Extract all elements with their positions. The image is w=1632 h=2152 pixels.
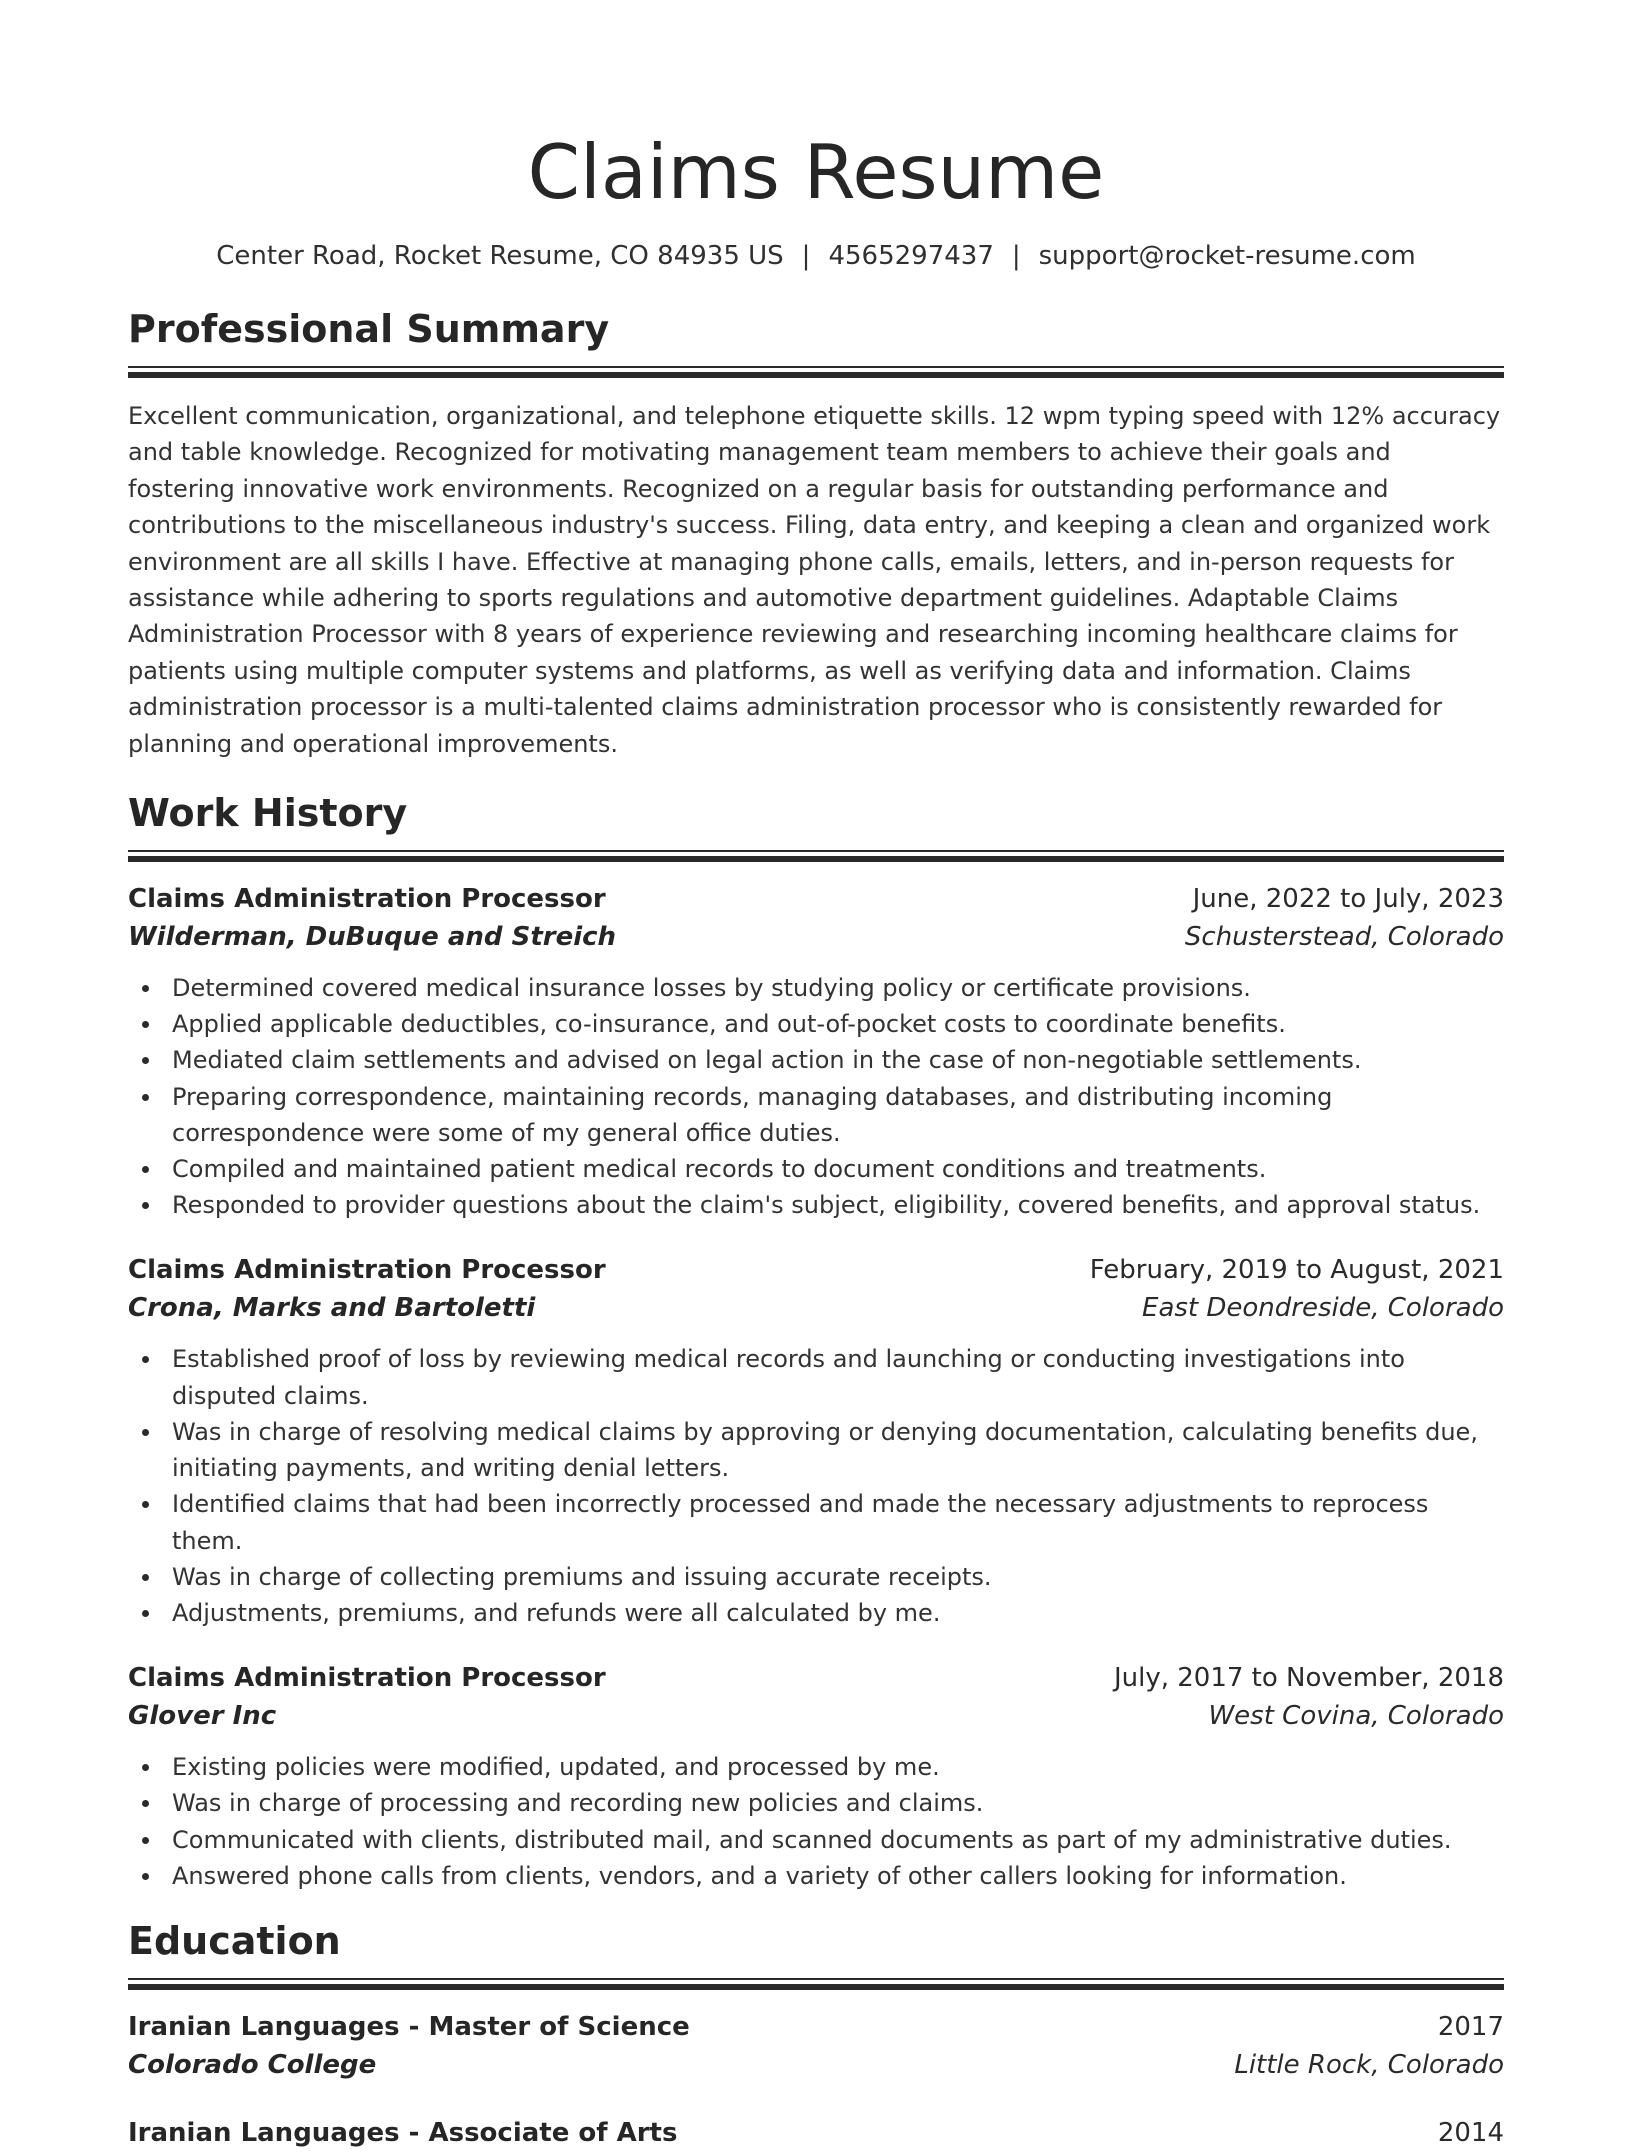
summary-text: Excellent communication, organizational, and telephone etiquette skills. 12 wpm typing speed with 12% accuracy and table knowledge. Recognized for motivating management team members to achieve their goals and fostering innovative work environments. Recognized on a regular basis for outstanding performance and contributions to the miscellaneous industry's success. Filing, data entry, and keeping a clean and organized work environment are all skills I have. Effective at managing phone calls, emails, letters, and in-person requests for assistance while adhering to sports regulations and automotive department guidelines. Adaptable Claims Administration Processor with 8 years of experience reviewing and researching incoming healthcare claims for patients using multiple computer systems and platforms, as well as verifying data and information. Claims administration processor is a multi-talented claims administration processor who is consistently rewarded for planning and operational improvements. bbox=[128, 402, 1501, 758]
section-heading-summary: Professional Summary bbox=[128, 307, 610, 351]
education-degree: Iranian Languages - Associate of Arts bbox=[128, 2117, 678, 2148]
job-dates: February, 2019 to August, 2021 bbox=[1089, 1255, 1504, 1286]
contact-separator: | bbox=[1011, 241, 1021, 271]
education-section bbox=[128, 1918, 1504, 2152]
job-header-row bbox=[128, 880, 1504, 918]
contact-line bbox=[128, 240, 1504, 272]
list-item: Adjustments, premiums, and refunds were all calculated by me. bbox=[172, 1595, 1504, 1631]
job-duties-list bbox=[128, 1341, 1504, 1631]
job-header-row bbox=[128, 1251, 1504, 1289]
contact-address: Center Road, Rocket Resume, CO 84935 US bbox=[216, 241, 784, 271]
list-item: Answered phone calls from clients, vendors, and a variety of other callers looking for information. bbox=[172, 1858, 1504, 1894]
job-location: Schusterstead, Colorado bbox=[1184, 922, 1504, 953]
section-heading-education: Education bbox=[128, 1918, 341, 1963]
job-company: Wilderman, DuBuque and Streich bbox=[128, 922, 617, 953]
summary-section bbox=[128, 306, 1504, 762]
education-header-row bbox=[128, 2008, 1504, 2046]
list-item: Preparing correspondence, maintaining records, managing databases, and distributing incoming correspondence were some of my general office duties. bbox=[172, 1079, 1504, 1151]
list-item: Established proof of loss by reviewing medical records and launching or conducting investigations into disputed claims. bbox=[172, 1341, 1504, 1413]
job-company: Glover Inc bbox=[128, 1701, 277, 1732]
job-company-row bbox=[128, 1697, 1504, 1735]
job-entry bbox=[128, 1251, 1504, 1631]
list-item: Existing policies were modified, updated, and processed by me. bbox=[172, 1749, 1504, 1785]
job-dates: June, 2022 to July, 2023 bbox=[1192, 884, 1504, 915]
list-item: Compiled and maintained patient medical records to document conditions and treatments. bbox=[172, 1151, 1504, 1187]
education-header-row bbox=[128, 2114, 1504, 2152]
section-divider bbox=[128, 1978, 1504, 1990]
list-item: Identified claims that had been incorrectly processed and made the necessary adjustments to reprocess them. bbox=[172, 1486, 1504, 1558]
education-year: 2014 bbox=[1437, 2117, 1504, 2148]
section-heading-work: Work History bbox=[128, 791, 408, 836]
list-item: Applied applicable deductibles, co-insurance, and out-of-pocket costs to coordinate benefits. bbox=[172, 1006, 1504, 1042]
job-company-row bbox=[128, 918, 1504, 956]
section-divider bbox=[128, 366, 1504, 378]
job-duties-list bbox=[128, 1749, 1504, 1894]
education-location: Little Rock, Colorado bbox=[1234, 2049, 1504, 2080]
resume-title: Claims Resume bbox=[527, 128, 1105, 216]
job-duties-list bbox=[128, 970, 1504, 1223]
education-year: 2017 bbox=[1437, 2011, 1504, 2042]
job-title: Claims Administration Processor bbox=[128, 884, 606, 915]
list-item: Was in charge of processing and recording new policies and claims. bbox=[172, 1785, 1504, 1821]
work-history-section bbox=[128, 790, 1504, 1894]
job-title: Claims Administration Processor bbox=[128, 1255, 606, 1286]
section-divider bbox=[128, 850, 1504, 862]
list-item: Communicated with clients, distributed mail, and scanned documents as part of my administrative duties. bbox=[172, 1822, 1504, 1858]
education-school-row bbox=[128, 2046, 1504, 2084]
contact-separator: | bbox=[801, 241, 811, 271]
list-item: Responded to provider questions about the claim's subject, eligibility, covered benefits, and approval status. bbox=[172, 1187, 1504, 1223]
list-item: Was in charge of collecting premiums and issuing accurate receipts. bbox=[172, 1559, 1504, 1595]
list-item: Determined covered medical insurance losses by studying policy or certificate provisions. bbox=[172, 970, 1504, 1006]
job-title: Claims Administration Processor bbox=[128, 1663, 606, 1694]
education-entry bbox=[128, 2114, 1504, 2152]
job-dates: July, 2017 to November, 2018 bbox=[1113, 1663, 1504, 1694]
job-location: West Covina, Colorado bbox=[1208, 1701, 1504, 1732]
list-item: Mediated claim settlements and advised on legal action in the case of non-negotiable settlements. bbox=[172, 1042, 1504, 1078]
job-company-row bbox=[128, 1289, 1504, 1327]
job-company: Crona, Marks and Bartoletti bbox=[128, 1293, 536, 1324]
education-entry bbox=[128, 2008, 1504, 2084]
contact-phone: 4565297437 bbox=[828, 241, 994, 271]
education-school: Colorado College bbox=[128, 2049, 377, 2080]
job-header-row bbox=[128, 1659, 1504, 1697]
list-item: Was in charge of resolving medical claims by approving or denying documentation, calculating benefits due, initiating payments, and writing denial letters. bbox=[172, 1414, 1504, 1486]
job-location: East Deondreside, Colorado bbox=[1142, 1293, 1504, 1324]
contact-email[interactable]: support@rocket-resume.com bbox=[1038, 241, 1416, 271]
job-entry bbox=[128, 880, 1504, 1223]
job-entry bbox=[128, 1659, 1504, 1894]
education-degree: Iranian Languages - Master of Science bbox=[128, 2011, 690, 2042]
